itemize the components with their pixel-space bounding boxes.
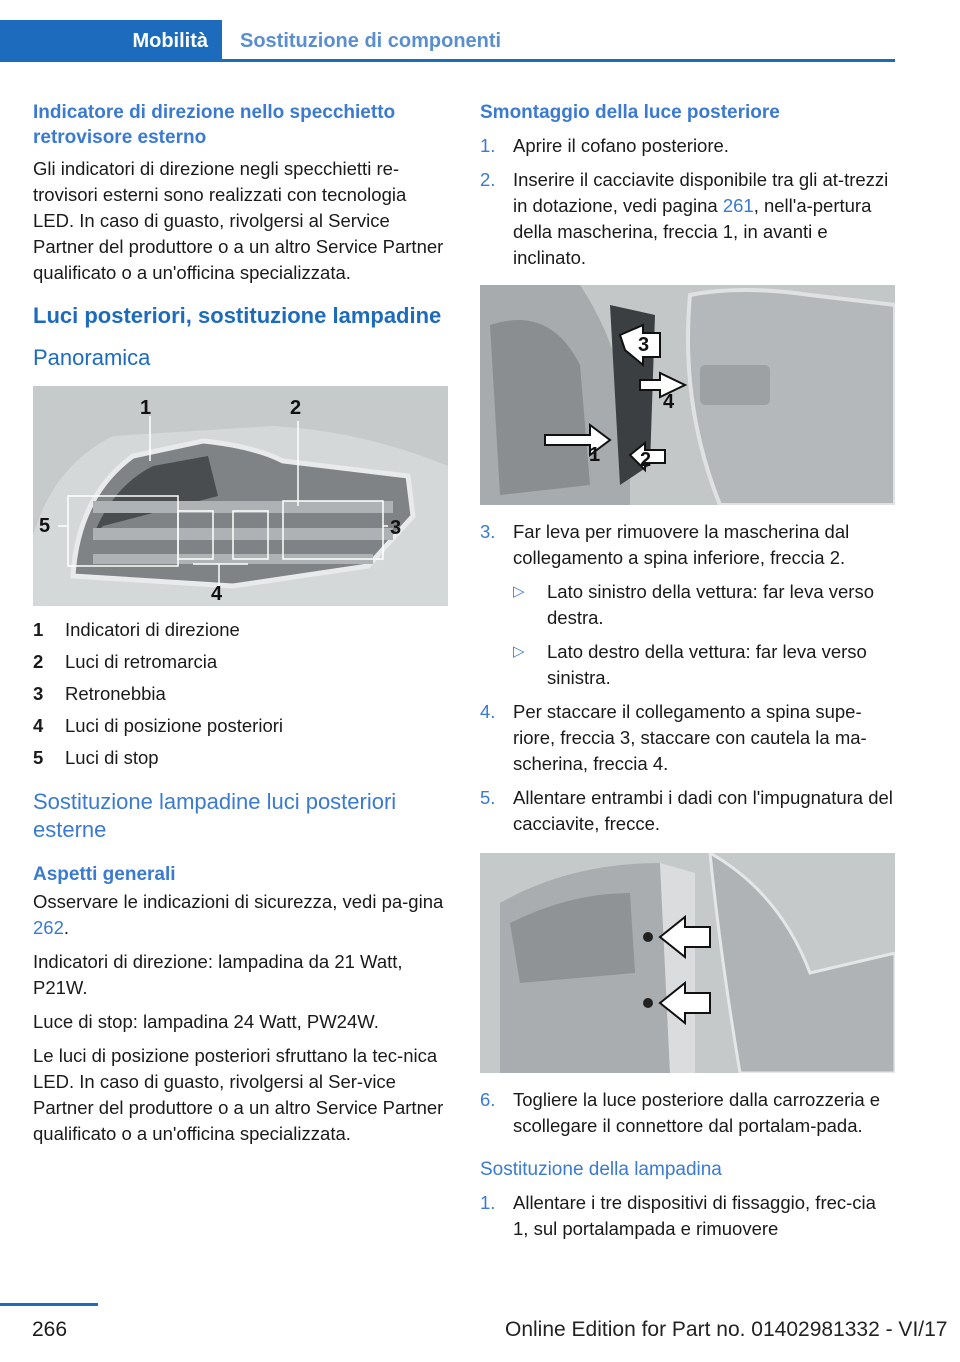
section-tab	[0, 20, 222, 62]
step-number: 4.	[480, 701, 496, 722]
right-column	[480, 100, 895, 1252]
legend-number: 1	[33, 619, 44, 640]
step-number: 5.	[480, 787, 496, 808]
step-number: 6.	[480, 1089, 496, 1110]
step-text	[513, 167, 895, 271]
legend-item	[33, 614, 448, 646]
removal-illustration-1	[480, 285, 895, 505]
general-text	[33, 889, 448, 941]
step-2	[480, 167, 895, 271]
left-column	[33, 100, 448, 1155]
legend-number: 4	[33, 715, 44, 736]
step-4	[480, 699, 895, 777]
overview-heading: Panoramica	[33, 345, 151, 370]
footer-rule	[0, 1303, 98, 1306]
step-3	[480, 519, 895, 571]
legend-label: Luci di retromarcia	[65, 651, 218, 672]
page-link-261[interactable]: 261	[722, 195, 754, 216]
subsection-label: Sostituzione di componenti	[240, 29, 502, 52]
step-2-text-end: , nell'a-pertura della mascherina, freccia 1, in avanti e inclinato.	[513, 195, 872, 268]
section-heading: Luci posteriori, sostituzione lampadine	[33, 303, 442, 328]
legend-label: Luci di posizione posteriori	[65, 715, 284, 736]
legend-item	[33, 742, 448, 774]
callout-4: 4	[211, 583, 223, 605]
step-2-text-start: Inserire il cacciavite disponibile tra gli at-trezzi in dotazione, vedi pagina	[513, 169, 889, 216]
general-text-start: Osservare le indicazioni di sicurezza, vedi pa-gina	[33, 891, 444, 912]
legend-label: Luci di stop	[65, 747, 159, 768]
callout-2: 2	[290, 397, 302, 419]
sub-step-text: Lato sinistro della vettura: far leva verso destra.	[547, 581, 874, 628]
step-6	[480, 1087, 895, 1139]
triangle-bullet-icon: ▷	[513, 643, 525, 660]
step-5	[480, 785, 895, 837]
callout-1: 1	[140, 397, 152, 419]
legend-label: Retronebbia	[65, 683, 166, 704]
section-label: Mobilità	[132, 29, 208, 52]
step-text: Togliere la luce posteriore dalla carrozzeria e scollegare il connettore dal portalam-pada.	[513, 1089, 881, 1136]
page-link-262[interactable]: 262	[33, 917, 64, 938]
edition-note: Online Edition for Part no. 01402981332 - VI/17	[505, 1318, 948, 1341]
removal-heading: Smontaggio della luce posteriore	[480, 102, 780, 123]
removal-steps-continued	[480, 519, 895, 837]
tail-light-removal-image-2	[480, 853, 895, 1073]
callout-2: 2	[640, 449, 652, 471]
callout-5: 5	[39, 515, 51, 537]
mirror-text: Gli indicatori di direzione negli specchietti re-trovisori esterni sono realizzati con tecnologia LED. In caso di guasto, rivolgersi al Service Partner del produttore o a un altro Service Partner qualificato o a un'officina specializzata.	[33, 158, 444, 283]
step-text: Far leva per rimuovere la mascherina dal collegamento a spina inferiore, freccia 2.	[513, 521, 850, 568]
led-text: Le luci di posizione posteriori sfruttano la tec-nica LED. In caso di guasto, rivolgersi al Ser-vice Partner del produttore o a un altro Service Partner qualificato o a un'officina specializzata.	[33, 1045, 444, 1144]
step-1	[480, 133, 895, 159]
legend-number: 5	[33, 747, 44, 768]
general-heading: Aspetti generali	[33, 864, 176, 885]
page-header	[0, 0, 895, 62]
tail-light-removal-image-1	[480, 285, 895, 505]
sub-step-left-side	[513, 579, 895, 631]
step-text: Aprire il cofano posteriore.	[513, 135, 729, 156]
callout-1: 1	[589, 444, 601, 466]
callout-4: 4	[663, 391, 675, 413]
tail-light-legend	[33, 614, 448, 774]
mirror-heading: Indicatore di direzione nello specchietto retrovisore esterno	[33, 102, 396, 148]
step-text: Allentare i tre dispositivi di fissaggio, frec-cia 1, sul portalampada e rimuovere	[513, 1192, 876, 1239]
sub-step-right-side	[513, 639, 895, 691]
tail-light-overview-image	[33, 386, 448, 606]
sub-step-text: Lato destro della vettura: far leva verso sinistra.	[547, 641, 867, 688]
legend-number: 2	[33, 651, 44, 672]
step-text: Per staccare il collegamento a spina supe-riore, freccia 3, staccare con cautela la ma-scherina, freccia 4.	[513, 701, 867, 774]
stop-light-bulb-text: Luce di stop: lampadina 24 Watt, PW24W.	[33, 1011, 379, 1032]
step-number: 3.	[480, 521, 496, 542]
triangle-bullet-icon: ▷	[513, 583, 525, 600]
subsection-tab	[240, 20, 501, 62]
step-number: 1.	[480, 135, 496, 156]
callout-3: 3	[638, 334, 650, 356]
bulb-steps	[480, 1190, 895, 1242]
bulb-replacement-heading: Sostituzione della lampadina	[480, 1159, 722, 1180]
legend-item	[33, 678, 448, 710]
turn-signal-bulb-text: Indicatori di direzione: lampadina da 21 Watt, P21W.	[33, 951, 403, 998]
bulb-step-1	[480, 1190, 895, 1242]
replace-heading: Sostituzione lampadine luci posteriori esterne	[33, 789, 397, 842]
removal-steps-final	[480, 1087, 895, 1139]
step-text: Allentare entrambi i dadi con l'impugnatura del cacciavite, frecce.	[513, 787, 893, 834]
step-number: 2.	[480, 169, 496, 190]
removal-steps	[480, 133, 895, 271]
legend-item	[33, 646, 448, 678]
removal-illustration-2	[480, 853, 895, 1073]
legend-label: Indicatori di direzione	[65, 619, 240, 640]
callout-3: 3	[390, 517, 402, 539]
tail-light-illustration	[33, 386, 448, 606]
legend-item	[33, 710, 448, 742]
header-rule	[222, 59, 895, 62]
legend-number: 3	[33, 683, 44, 704]
page-number: 266	[32, 1318, 68, 1341]
step-number: 1.	[480, 1192, 496, 1213]
general-text-end: .	[63, 917, 70, 938]
